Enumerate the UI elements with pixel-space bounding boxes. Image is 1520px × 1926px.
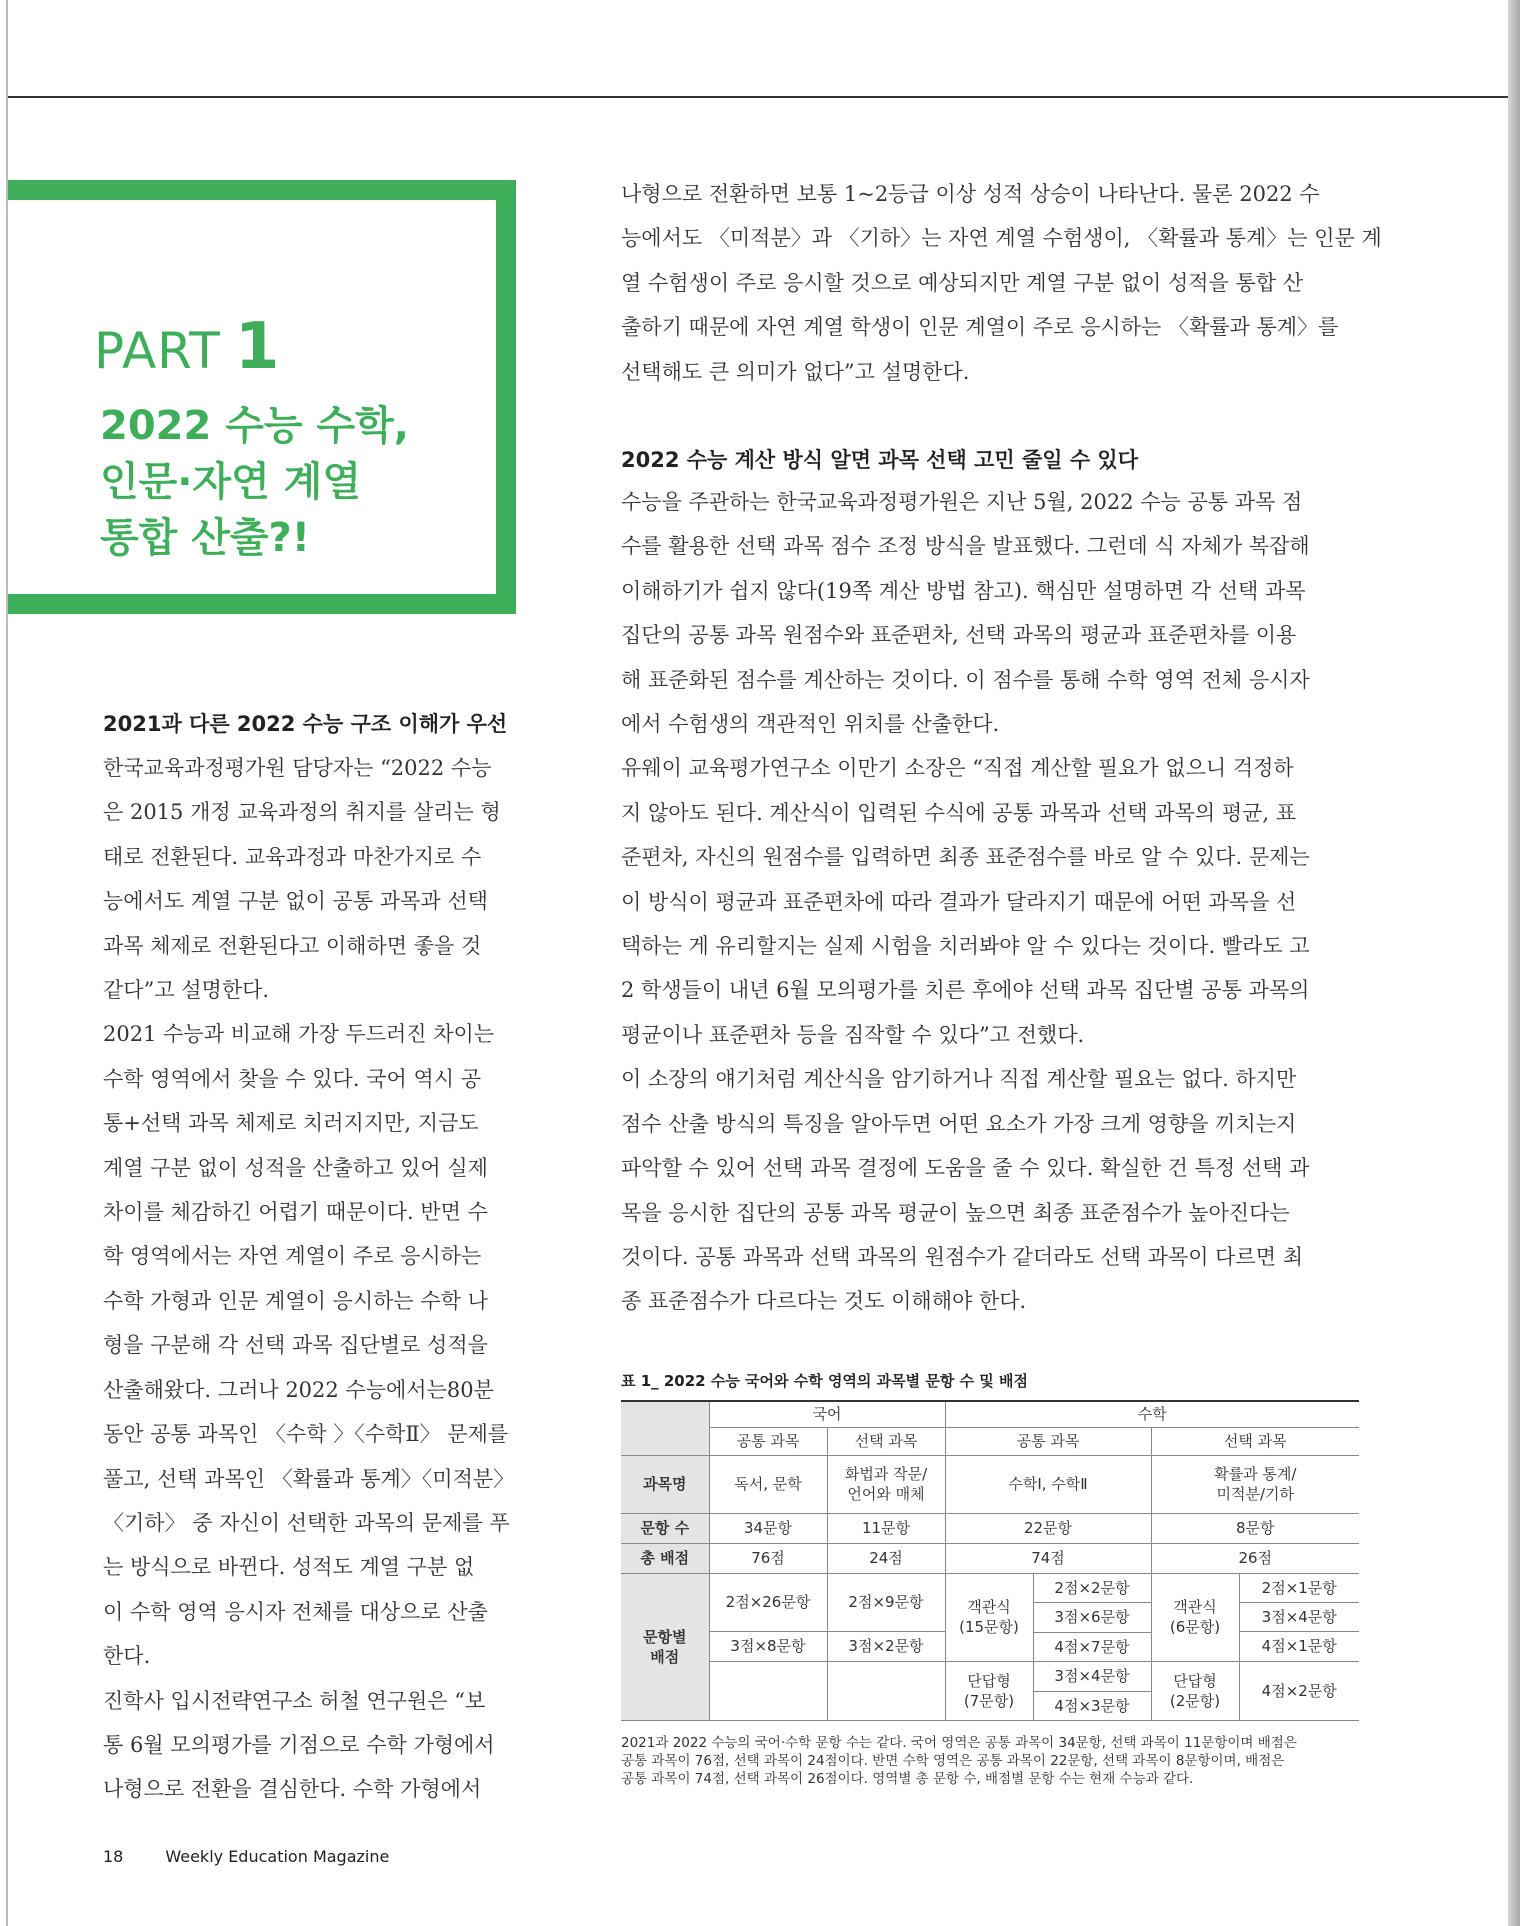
cell-korean-common-subject: 독서, 문학 [709,1455,827,1513]
cell-empty [709,1661,827,1720]
cell-math-common-obj-p1: 2점×2문항 [1033,1573,1151,1602]
body-line: 이해하기가 쉽지 않다(19쪽 계산 방법 참고). 핵심만 설명하면 각 선택 과목 [621,578,1306,603]
footnote-line: 공통 과목이 76점, 선택 과목이 24점이다. 반면 수학 영역은 공통 과목이 22문항, 선택 과목이 8문항이며, 배점은 [621,1753,1285,1769]
body-line: 한다. [103,1644,151,1669]
cell-math-elective-items: 8문항 [1151,1513,1359,1543]
row-label-subject: 과목명 [621,1455,709,1513]
cell-math-elective-total: 26점 [1151,1543,1359,1573]
body-line: 수능을 주관하는 한국교육과정평가원은 지난 5월, 2022 수능 공통 과목 점 [621,490,1303,514]
page-footer [103,1847,389,1866]
body-line: 출하기 때문에 자연 계열 학생이 인문 계열이 주로 응시하는 〈확률과 통계〉를 [621,315,1339,340]
row-label-items: 문항 수 [621,1513,709,1543]
body-line: 〈기하〉 중 자신이 선택한 과목의 문제를 푸 [103,1510,510,1535]
part-title-line: 통합 산출?! [100,515,310,561]
part-title [100,398,500,566]
cell-korean-elective-points-1: 2점×9문항 [827,1573,945,1631]
part-label [94,310,280,384]
cell-math-elective-obj-p1: 2점×1문항 [1239,1573,1359,1602]
body-line: 나형으로 전환을 결심한다. 수학 가형에서 [103,1777,482,1802]
cell-math-elective-short-p: 4점×2문항 [1239,1661,1359,1720]
body-line: 태로 전환된다. 교육과정과 마찬가지로 수 [103,844,482,869]
body-line: 통 6월 모의평가를 기점으로 수학 가형에서 [103,1732,495,1757]
cell-korean-elective-total: 24점 [827,1543,945,1573]
body-line: 파악할 수 있어 선택 과목 결정에 도움을 줄 수 있다. 확실한 건 특정 선택 과 [621,1156,1310,1181]
part-word: PART [94,322,221,380]
cell-korean-common-points-2: 3점×8문항 [709,1631,827,1661]
body-line: 2021 수능과 비교해 가장 두드러진 차이는 [103,1022,495,1047]
table-caption: 표 1_ 2022 수능 국어와 수학 영역의 과목별 문항 수 및 배점 [621,1372,1028,1390]
cell-math-common-short-p2: 4점×3문항 [1033,1691,1151,1720]
body-line: 나형으로 전환하면 보통 1~2등급 이상 성적 상승이 나타난다. 물론 2022 수 [621,182,1320,206]
body-line: 능에서도 〈미적분〉과 〈기하〉는 자연 계열 수험생이, 〈확률과 통계〉는 인문 계 [621,226,1382,251]
header-rule [8,96,1508,98]
cell-math-elective-subject: 확률과 통계/ 미적분/기하 [1151,1455,1359,1513]
body-line: 계열 구분 없이 성적을 산출하고 있어 실제 [103,1155,488,1180]
body-line: 점수 산출 방식의 특징을 알아두면 어떤 요소가 가장 크게 영향을 끼치는지 [621,1111,1297,1136]
part-title-line: 인문·자연 계열 [100,459,361,505]
body-line: 은 2015 개정 교육과정의 취지를 살리는 형 [103,800,501,825]
body-line: 는 방식으로 바뀐다. 성적도 계열 구분 없 [103,1555,475,1580]
body-line: 같다”고 설명한다. [103,978,270,1003]
page-number: 18 [103,1847,124,1866]
header-math-elective: 선택 과목 [1151,1427,1359,1455]
row-label-points: 문항별 배점 [621,1573,709,1720]
cell-korean-common-items: 34문항 [709,1513,827,1543]
cell-korean-elective-subject: 화법과 작문/ 언어와 매체 [827,1455,945,1513]
body-line: 이 수학 영역 응시자 전체를 대상으로 산출 [103,1599,488,1624]
page-edge-right [1508,0,1520,1926]
cell-math-elective-obj-p3: 4점×1문항 [1239,1631,1359,1661]
cell-math-common-short: 단답형 (7문항) [945,1661,1033,1720]
cell-empty [827,1661,945,1720]
body-line: 이 소장의 얘기처럼 계산식을 암기하거나 직접 계산할 필요는 없다. 하지만 [621,1067,1297,1092]
body-line: 지 않아도 된다. 계산식이 입력된 수식에 공통 과목과 선택 과목의 평균, 표 [621,800,1297,825]
magazine-name: Weekly Education Magazine [165,1847,390,1866]
footnote-line: 2021과 2022 수능의 국어·수학 문항 수는 같다. 국어 영역은 공통 과목이 34문항, 선택 과목이 11문항이며 배점은 [621,1735,1297,1751]
right-column-intro [621,172,1382,394]
body-line: 열 수험생이 주로 응시할 것으로 예상되지만 계열 구분 없이 성적을 통합 산 [621,270,1304,295]
body-line: 해 표준화된 점수를 계산하는 것이다. 이 점수를 통해 수학 영역 전체 응시자 [621,667,1310,692]
cell-math-common-short-p1: 3점×4문항 [1033,1661,1151,1691]
right-section-heading: 2022 수능 계산 방식 알면 과목 선택 고민 줄일 수 있다 [621,448,1138,472]
body-line: 풀고, 선택 과목인 〈확률과 통계〉〈미적분〉 [103,1466,515,1491]
cell-math-common-obj-p3: 4점×7문항 [1033,1632,1151,1661]
body-line: 동안 공통 과목인 〈수학 〉〈수학Ⅱ〉 문제를 [103,1422,509,1447]
header-korean-common: 공통 과목 [709,1427,827,1455]
cell-math-common-total: 74점 [945,1543,1151,1573]
cell-korean-elective-items: 11문항 [827,1513,945,1543]
cell-korean-common-points-1: 2점×26문항 [709,1573,827,1631]
body-line: 수를 활용한 선택 과목 점수 조정 방식을 발표했다. 그런데 식 자체가 복잡해 [621,534,1310,559]
cell-math-common-subject: 수학Ⅰ, 수학Ⅱ [945,1455,1151,1513]
body-line: 진학사 입시전략연구소 허철 연구원은 “보 [103,1688,486,1713]
cell-math-elective-short: 단답형 (2문항) [1151,1661,1239,1720]
body-line: 것이다. 공통 과목과 선택 과목의 원점수가 같더라도 선택 과목이 다르면 최 [621,1244,1304,1269]
footnote-line: 공통 과목이 74점, 선택 과목이 26점이다. 영역별 총 문항 수, 배점별 문항 수는 현재 수능과 같다. [621,1771,1194,1787]
cell-math-common-obj-p2: 3점×6문항 [1033,1602,1151,1632]
right-column-body [621,480,1361,1324]
body-line: 종 표준점수가 다르다는 것도 이해해야 한다. [621,1289,1027,1314]
body-line: 통+선택 과목 체제로 치러지지만, 지금도 [103,1111,479,1136]
body-line: 수학 영역에서 찾을 수 있다. 국어 역시 공 [103,1066,481,1091]
cell-korean-elective-points-2: 3점×2문항 [827,1631,945,1661]
body-line: 선택해도 큰 의미가 없다”고 설명한다. [621,359,970,384]
body-line: 능에서도 계열 구분 없이 공통 과목과 선택 [103,889,488,914]
table-corner [621,1401,709,1455]
body-line: 과목 체제로 전환된다고 이해하면 좋을 것 [103,933,482,958]
table-footnote [621,1734,1361,1788]
body-line: 준편차, 자신의 원점수를 입력하면 최종 표준점수를 바로 알 수 있다. 문제는 [621,845,1310,870]
cell-math-common-items: 22문항 [945,1513,1151,1543]
body-line: 에서 수험생의 객관적인 위치를 산출한다. [621,712,1000,737]
body-line: 2 학생들이 내년 6월 모의평가를 치른 후에야 선택 과목 집단별 공통 과목의 [621,978,1310,1003]
body-line: 차이를 체감하긴 어렵기 때문이다. 반면 수 [103,1200,488,1225]
exam-items-table [621,1400,1359,1721]
body-line: 형을 구분해 각 선택 과목 집단별로 성적을 [103,1333,488,1358]
part-title-line: 2022 수능 수학, [100,403,409,449]
body-line: 유웨이 교육평가연구소 이만기 소장은 “직접 계산할 필요가 없으니 걱정하 [621,756,1294,781]
row-label-total: 총 배점 [621,1543,709,1573]
body-line: 학 영역에서는 자연 계열이 주로 응시하는 [103,1244,482,1269]
header-math-common: 공통 과목 [945,1427,1151,1455]
body-line: 이 방식이 평균과 표준편차에 따라 결과가 달라지기 때문에 어떤 과목을 선 [621,889,1297,914]
body-line: 택하는 게 유리할지는 실제 시험을 치러봐야 알 수 있다는 것이다. 빨라도 고 [621,934,1310,959]
header-korean-elective: 선택 과목 [827,1427,945,1455]
body-line: 수학 가형과 인문 계열이 응시하는 수학 나 [103,1288,488,1313]
cell-korean-common-total: 76점 [709,1543,827,1573]
cell-math-common-objective: 객관식 (15문항) [945,1573,1033,1661]
body-line: 한국교육과정평가원 담당자는 “2022 수능 [103,756,492,780]
header-math: 수학 [945,1401,1359,1427]
body-line: 집단의 공통 과목 원점수와 표준편차, 선택 과목의 평균과 표준편차를 이용 [621,623,1297,648]
body-line: 평균이나 표준편차 등을 짐작할 수 있다”고 전했다. [621,1022,1085,1047]
cell-math-elective-objective: 객관식 (6문항) [1151,1573,1239,1661]
cell-math-elective-obj-p2: 3점×4문항 [1239,1602,1359,1631]
left-column-body [103,746,523,1812]
header-korean: 국어 [709,1401,945,1427]
body-line: 목을 응시한 집단의 공통 과목 평균이 높으면 최종 표준점수가 높아진다는 [621,1200,1290,1225]
body-line: 산출해왔다. 그러나 2022 수능에서는80분 [103,1377,494,1402]
part-number: 1 [234,310,281,384]
left-section-heading: 2021과 다른 2022 수능 구조 이해가 우선 [103,712,508,736]
